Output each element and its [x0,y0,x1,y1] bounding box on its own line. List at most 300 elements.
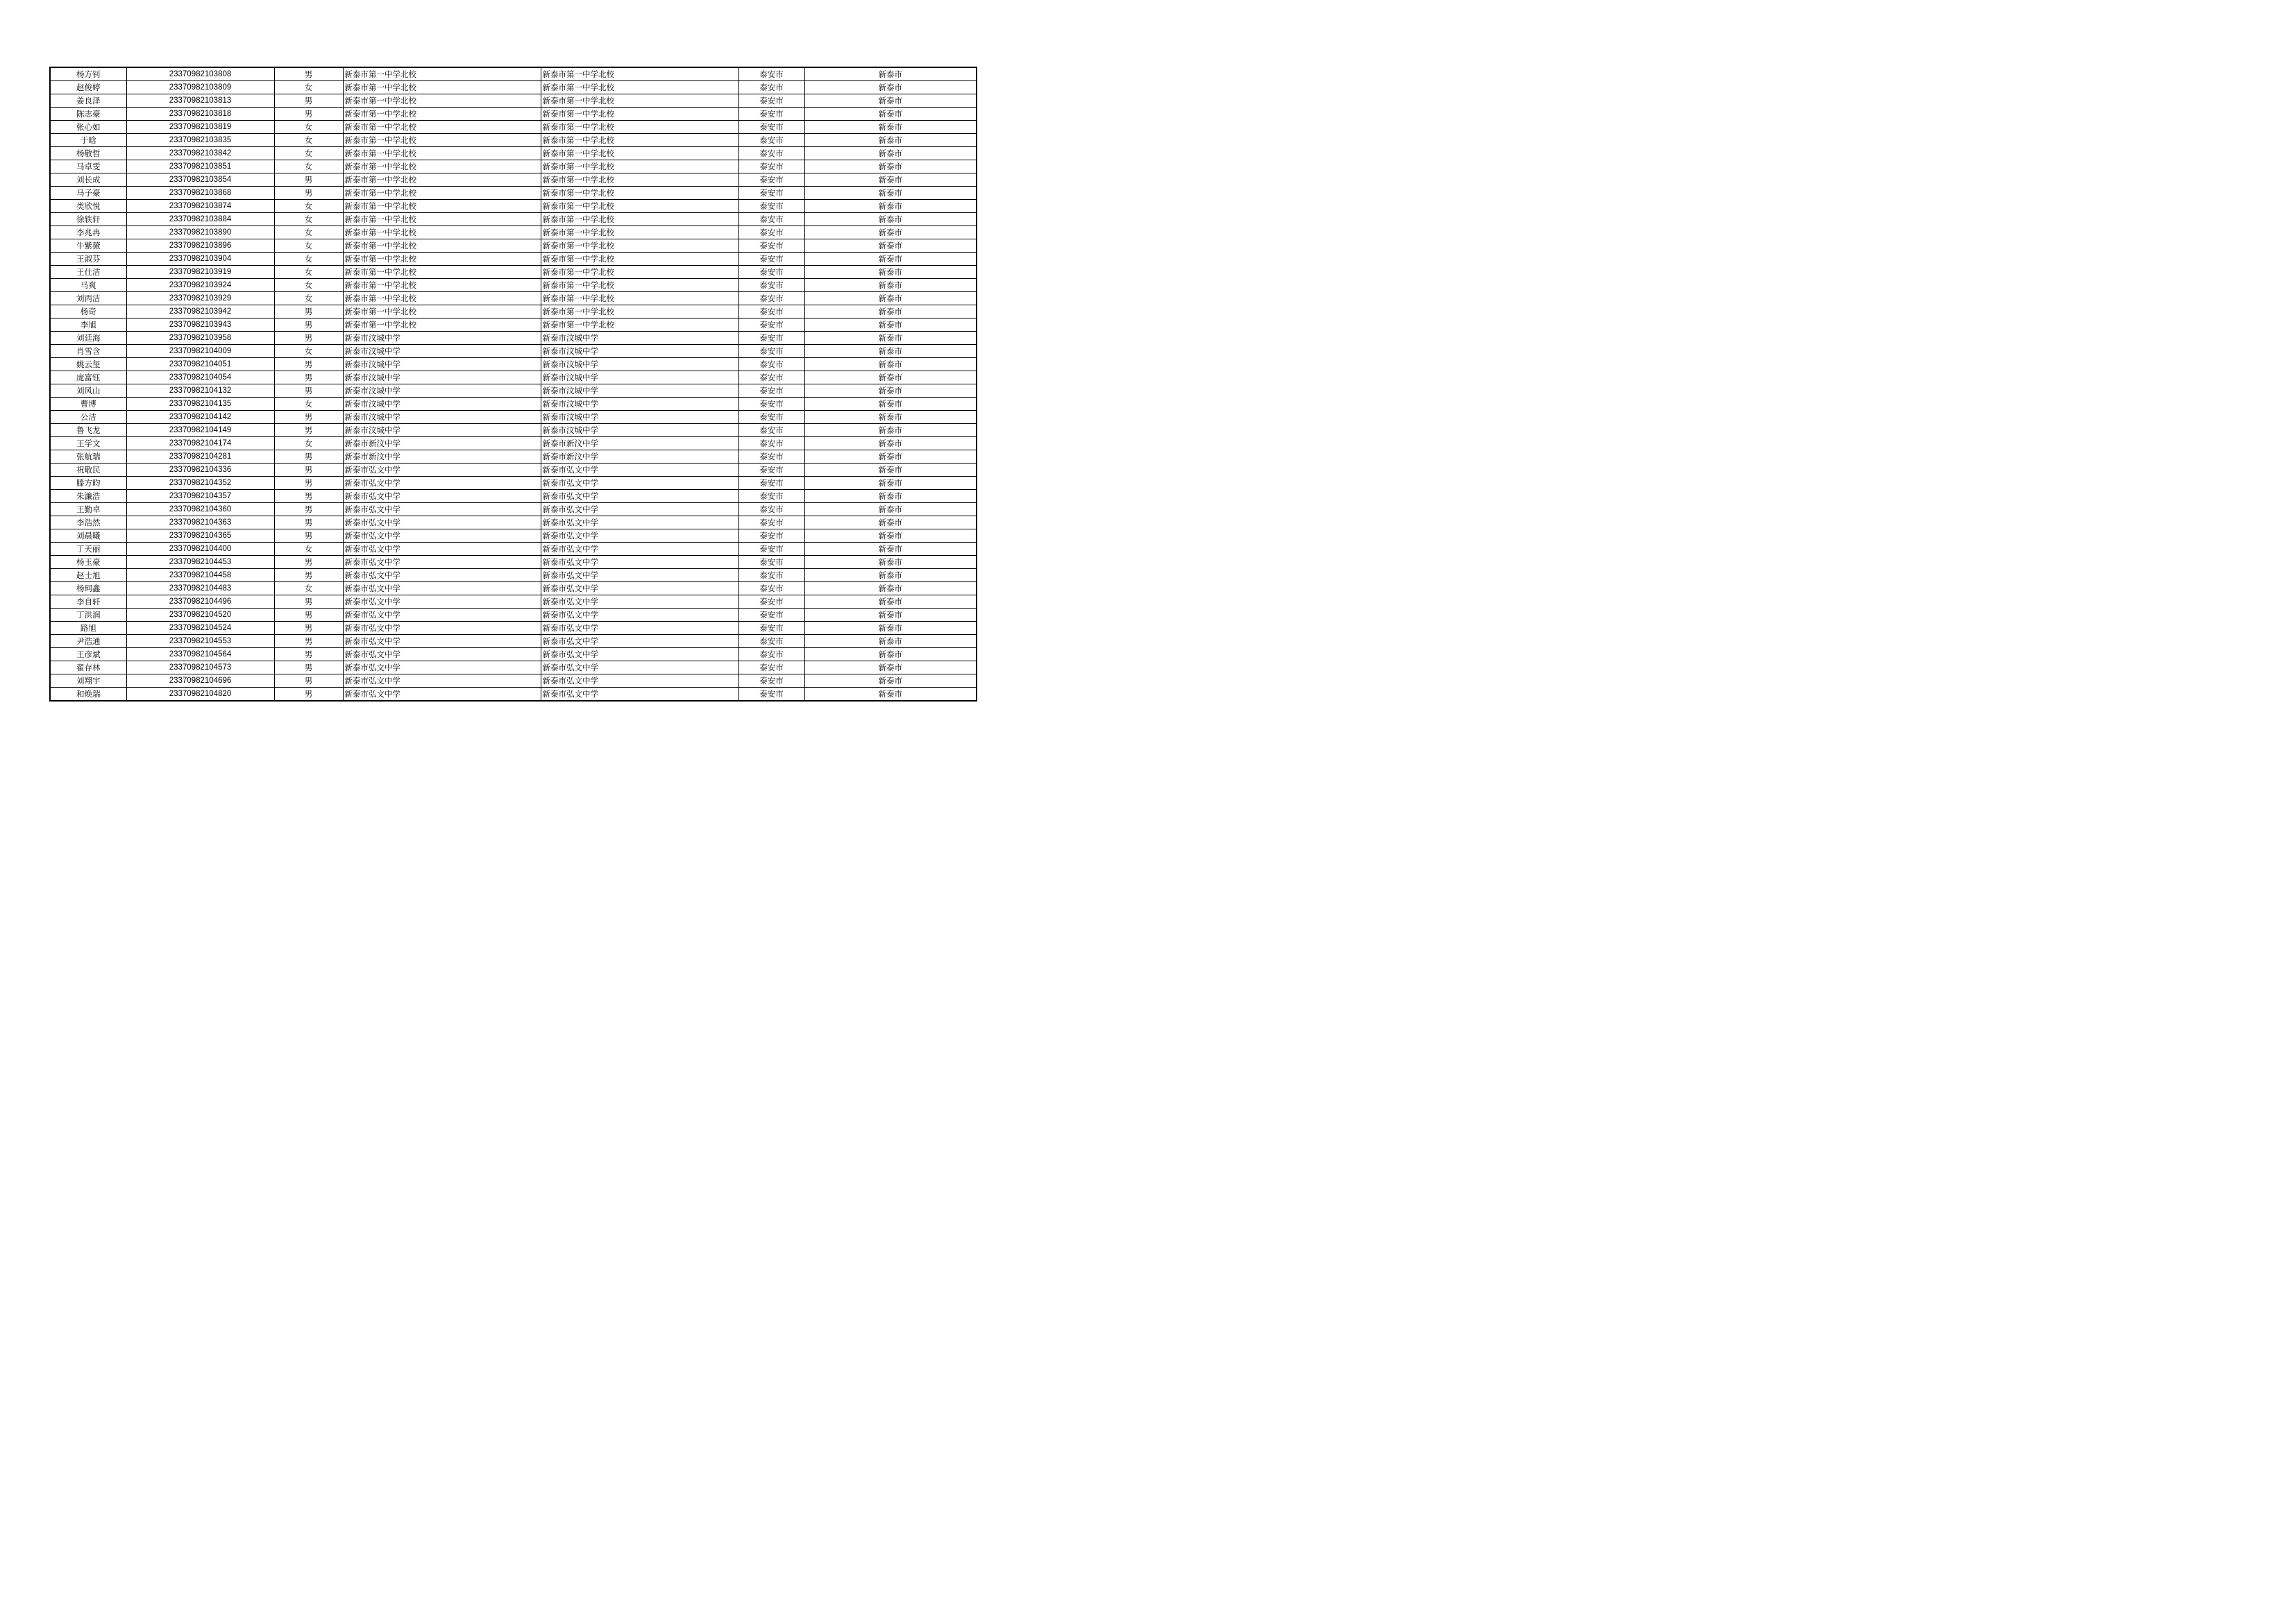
gender-cell: 男 [274,332,343,345]
gender-cell: 男 [274,635,343,648]
school-cell: 新泰市汶城中学 [343,345,541,358]
exam-id-cell: 23370982103854 [126,173,274,187]
exam-id-cell: 23370982104357 [126,490,274,503]
student-name-cell: 曹博 [50,398,126,411]
student-name-cell: 杨奇 [50,305,126,318]
gender-cell: 男 [274,187,343,200]
city-cell: 泰安市 [738,305,804,318]
exam-site-cell: 新泰市汶城中学 [541,345,738,358]
city-cell: 泰安市 [738,332,804,345]
exam-site-cell: 新泰市汶城中学 [541,358,738,371]
city-cell: 泰安市 [738,108,804,121]
county-cell: 新泰市 [804,490,977,503]
table-row [50,529,977,543]
county-cell: 新泰市 [804,94,977,108]
exam-id-cell: 23370982104483 [126,582,274,595]
city-cell: 泰安市 [738,318,804,332]
exam-site-cell: 新泰市第一中学北校 [541,253,738,266]
city-cell: 泰安市 [738,648,804,661]
gender-cell: 男 [274,371,343,384]
exam-site-cell: 新泰市新汶中学 [541,437,738,450]
table-row [50,147,977,160]
gender-cell: 男 [274,569,343,582]
school-cell: 新泰市第一中学北校 [343,134,541,147]
county-cell: 新泰市 [804,318,977,332]
school-cell: 新泰市弘文中学 [343,648,541,661]
school-cell: 新泰市第一中学北校 [343,239,541,253]
county-cell: 新泰市 [804,648,977,661]
county-cell: 新泰市 [804,569,977,582]
school-cell: 新泰市第一中学北校 [343,94,541,108]
exam-site-cell: 新泰市弘文中学 [541,543,738,556]
county-cell: 新泰市 [804,121,977,134]
county-cell: 新泰市 [804,424,977,437]
exam-id-cell: 23370982104458 [126,569,274,582]
table-row [50,543,977,556]
city-cell: 泰安市 [738,674,804,688]
student-name-cell: 姚云玺 [50,358,126,371]
student-name-cell: 滕方昀 [50,477,126,490]
exam-id-cell: 23370982104135 [126,398,274,411]
student-name-cell: 类欣悦 [50,200,126,213]
school-cell: 新泰市第一中学北校 [343,108,541,121]
student-name-cell: 丁洪润 [50,609,126,622]
gender-cell: 男 [274,358,343,371]
city-cell: 泰安市 [738,437,804,450]
school-cell: 新泰市第一中学北校 [343,292,541,305]
student-name-cell: 马子豪 [50,187,126,200]
exam-site-cell: 新泰市弘文中学 [541,635,738,648]
exam-site-cell: 新泰市弘文中学 [541,582,738,595]
exam-id-cell: 23370982104142 [126,411,274,424]
exam-site-cell: 新泰市汶城中学 [541,398,738,411]
exam-id-cell: 23370982104496 [126,595,274,609]
city-cell: 泰安市 [738,529,804,543]
gender-cell: 男 [274,490,343,503]
exam-site-cell: 新泰市弘文中学 [541,622,738,635]
county-cell: 新泰市 [804,173,977,187]
city-cell: 泰安市 [738,239,804,253]
school-cell: 新泰市第一中学北校 [343,226,541,239]
county-cell: 新泰市 [804,595,977,609]
gender-cell: 女 [274,160,343,173]
city-cell: 泰安市 [738,292,804,305]
county-cell: 新泰市 [804,622,977,635]
school-cell: 新泰市弘文中学 [343,582,541,595]
gender-cell: 女 [274,213,343,226]
exam-id-cell: 23370982104051 [126,358,274,371]
student-name-cell: 公洁 [50,411,126,424]
table-row [50,688,977,702]
exam-id-cell: 23370982104820 [126,688,274,702]
county-cell: 新泰市 [804,503,977,516]
school-cell: 新泰市弘文中学 [343,464,541,477]
table-row [50,424,977,437]
table-row [50,358,977,371]
table-row [50,292,977,305]
county-cell: 新泰市 [804,371,977,384]
county-cell: 新泰市 [804,688,977,702]
exam-id-cell: 23370982104009 [126,345,274,358]
school-cell: 新泰市第一中学北校 [343,173,541,187]
gender-cell: 女 [274,279,343,292]
exam-id-cell: 23370982103904 [126,253,274,266]
table-row [50,437,977,450]
city-cell: 泰安市 [738,688,804,702]
city-cell: 泰安市 [738,345,804,358]
table-row [50,582,977,595]
city-cell: 泰安市 [738,134,804,147]
table-row [50,371,977,384]
exam-id-cell: 23370982104174 [126,437,274,450]
school-cell: 新泰市汶城中学 [343,424,541,437]
student-name-cell: 于晗 [50,134,126,147]
exam-site-cell: 新泰市弘文中学 [541,556,738,569]
county-cell: 新泰市 [804,266,977,279]
city-cell: 泰安市 [738,226,804,239]
school-cell: 新泰市弘文中学 [343,674,541,688]
exam-id-cell: 23370982103943 [126,318,274,332]
table-row [50,121,977,134]
gender-cell: 女 [274,345,343,358]
table-row [50,345,977,358]
gender-cell: 男 [274,173,343,187]
exam-id-cell: 23370982104365 [126,529,274,543]
exam-site-cell: 新泰市第一中学北校 [541,94,738,108]
city-cell: 泰安市 [738,94,804,108]
exam-site-cell: 新泰市弘文中学 [541,648,738,661]
school-cell: 新泰市汶城中学 [343,358,541,371]
city-cell: 泰安市 [738,464,804,477]
gender-cell: 男 [274,595,343,609]
school-cell: 新泰市弘文中学 [343,543,541,556]
county-cell: 新泰市 [804,529,977,543]
city-cell: 泰安市 [738,67,804,81]
city-cell: 泰安市 [738,556,804,569]
student-name-cell: 刘晨曦 [50,529,126,543]
gender-cell: 女 [274,582,343,595]
county-cell: 新泰市 [804,160,977,173]
table-row [50,635,977,648]
gender-cell: 男 [274,477,343,490]
city-cell: 泰安市 [738,595,804,609]
exam-site-cell: 新泰市弘文中学 [541,529,738,543]
exam-site-cell: 新泰市第一中学北校 [541,226,738,239]
student-name-cell: 肖雪含 [50,345,126,358]
exam-site-cell: 新泰市弘文中学 [541,661,738,674]
exam-site-cell: 新泰市新汶中学 [541,450,738,464]
county-cell: 新泰市 [804,226,977,239]
county-cell: 新泰市 [804,81,977,94]
school-cell: 新泰市弘文中学 [343,609,541,622]
gender-cell: 女 [274,134,343,147]
exam-id-cell: 23370982104132 [126,384,274,398]
city-cell: 泰安市 [738,279,804,292]
exam-id-cell: 23370982104336 [126,464,274,477]
exam-site-cell: 新泰市第一中学北校 [541,160,738,173]
exam-id-cell: 23370982104352 [126,477,274,490]
school-cell: 新泰市汶城中学 [343,332,541,345]
school-cell: 新泰市弘文中学 [343,490,541,503]
exam-id-cell: 23370982103818 [126,108,274,121]
county-cell: 新泰市 [804,108,977,121]
exam-id-cell: 23370982103958 [126,332,274,345]
table-row [50,661,977,674]
gender-cell: 男 [274,424,343,437]
table-row [50,81,977,94]
exam-id-cell: 23370982104553 [126,635,274,648]
student-name-cell: 刘长成 [50,173,126,187]
gender-cell: 女 [274,200,343,213]
table-row [50,622,977,635]
exam-id-cell: 23370982104520 [126,609,274,622]
student-name-cell: 牛紫薇 [50,239,126,253]
gender-cell: 男 [274,609,343,622]
table-row [50,490,977,503]
exam-id-cell: 23370982103919 [126,266,274,279]
student-name-cell: 徐轶轩 [50,213,126,226]
school-cell: 新泰市弘文中学 [343,569,541,582]
exam-site-cell: 新泰市第一中学北校 [541,147,738,160]
county-cell: 新泰市 [804,67,977,81]
school-cell: 新泰市第一中学北校 [343,187,541,200]
city-cell: 泰安市 [738,569,804,582]
student-name-cell: 李兆冉 [50,226,126,239]
city-cell: 泰安市 [738,477,804,490]
gender-cell: 女 [274,398,343,411]
gender-cell: 女 [274,226,343,239]
exam-id-cell: 23370982103868 [126,187,274,200]
student-name-cell: 庞富钰 [50,371,126,384]
city-cell: 泰安市 [738,121,804,134]
county-cell: 新泰市 [804,411,977,424]
city-cell: 泰安市 [738,516,804,529]
gender-cell: 男 [274,556,343,569]
exam-id-cell: 23370982104281 [126,450,274,464]
exam-site-cell: 新泰市汶城中学 [541,424,738,437]
school-cell: 新泰市弘文中学 [343,635,541,648]
table-row [50,279,977,292]
county-cell: 新泰市 [804,437,977,450]
county-cell: 新泰市 [804,450,977,464]
city-cell: 泰安市 [738,424,804,437]
student-name-cell: 刘廷海 [50,332,126,345]
county-cell: 新泰市 [804,345,977,358]
student-name-cell: 赵俊婷 [50,81,126,94]
county-cell: 新泰市 [804,464,977,477]
school-cell: 新泰市弘文中学 [343,503,541,516]
gender-cell: 男 [274,674,343,688]
city-cell: 泰安市 [738,622,804,635]
county-cell: 新泰市 [804,674,977,688]
table-row [50,595,977,609]
exam-id-cell: 23370982103942 [126,305,274,318]
gender-cell: 男 [274,661,343,674]
gender-cell: 男 [274,516,343,529]
table-row [50,187,977,200]
school-cell: 新泰市新汶中学 [343,437,541,450]
table-row [50,266,977,279]
exam-site-cell: 新泰市汶城中学 [541,371,738,384]
county-cell: 新泰市 [804,516,977,529]
table-row [50,398,977,411]
student-name-cell: 刘风山 [50,384,126,398]
city-cell: 泰安市 [738,173,804,187]
county-cell: 新泰市 [804,253,977,266]
city-cell: 泰安市 [738,635,804,648]
city-cell: 泰安市 [738,358,804,371]
student-name-cell: 马卓雯 [50,160,126,173]
exam-id-cell: 23370982104573 [126,661,274,674]
school-cell: 新泰市弘文中学 [343,688,541,702]
student-name-cell: 张航瑞 [50,450,126,464]
exam-id-cell: 23370982103851 [126,160,274,173]
student-name-cell: 刘丙洁 [50,292,126,305]
city-cell: 泰安市 [738,187,804,200]
exam-id-cell: 23370982103809 [126,81,274,94]
table-row [50,160,977,173]
student-name-cell: 和焕瑞 [50,688,126,702]
county-cell: 新泰市 [804,398,977,411]
school-cell: 新泰市弘文中学 [343,477,541,490]
city-cell: 泰安市 [738,450,804,464]
city-cell: 泰安市 [738,266,804,279]
school-cell: 新泰市弘文中学 [343,595,541,609]
school-cell: 新泰市第一中学北校 [343,318,541,332]
city-cell: 泰安市 [738,582,804,595]
table-row [50,318,977,332]
gender-cell: 女 [274,266,343,279]
exam-site-cell: 新泰市第一中学北校 [541,200,738,213]
table-row [50,556,977,569]
exam-site-cell: 新泰市弘文中学 [541,490,738,503]
city-cell: 泰安市 [738,371,804,384]
exam-id-cell: 23370982103813 [126,94,274,108]
student-name-cell: 杨方钊 [50,67,126,81]
county-cell: 新泰市 [804,661,977,674]
city-cell: 泰安市 [738,147,804,160]
gender-cell: 女 [274,543,343,556]
gender-cell: 男 [274,94,343,108]
gender-cell: 男 [274,108,343,121]
table-row [50,226,977,239]
county-cell: 新泰市 [804,239,977,253]
exam-id-cell: 23370982103884 [126,213,274,226]
exam-site-cell: 新泰市弘文中学 [541,609,738,622]
gender-cell: 男 [274,318,343,332]
exam-id-cell: 23370982103842 [126,147,274,160]
table-row [50,609,977,622]
gender-cell: 女 [274,253,343,266]
school-cell: 新泰市第一中学北校 [343,147,541,160]
county-cell: 新泰市 [804,292,977,305]
exam-site-cell: 新泰市汶城中学 [541,384,738,398]
school-cell: 新泰市新汶中学 [343,450,541,464]
exam-id-cell: 23370982104360 [126,503,274,516]
student-name-cell: 张心如 [50,121,126,134]
city-cell: 泰安市 [738,384,804,398]
student-name-cell: 陈志豪 [50,108,126,121]
exam-id-cell: 23370982103808 [126,67,274,81]
school-cell: 新泰市第一中学北校 [343,81,541,94]
county-cell: 新泰市 [804,609,977,622]
county-cell: 新泰市 [804,384,977,398]
county-cell: 新泰市 [804,213,977,226]
exam-id-cell: 23370982104149 [126,424,274,437]
school-cell: 新泰市第一中学北校 [343,200,541,213]
table-row [50,516,977,529]
county-cell: 新泰市 [804,543,977,556]
exam-site-cell: 新泰市第一中学北校 [541,81,738,94]
table-row [50,411,977,424]
exam-id-cell: 23370982103890 [126,226,274,239]
county-cell: 新泰市 [804,582,977,595]
county-cell: 新泰市 [804,332,977,345]
student-name-cell: 鲁飞龙 [50,424,126,437]
gender-cell: 男 [274,67,343,81]
exam-id-cell: 23370982103835 [126,134,274,147]
school-cell: 新泰市第一中学北校 [343,121,541,134]
school-cell: 新泰市汶城中学 [343,411,541,424]
county-cell: 新泰市 [804,147,977,160]
table-row [50,253,977,266]
student-name-cell: 祝敬民 [50,464,126,477]
student-name-cell: 李浩然 [50,516,126,529]
gender-cell: 男 [274,503,343,516]
gender-cell: 女 [274,437,343,450]
city-cell: 泰安市 [738,200,804,213]
exam-id-cell: 23370982104453 [126,556,274,569]
student-name-cell: 丁天丽 [50,543,126,556]
table-row [50,477,977,490]
table-row [50,94,977,108]
table-row [50,648,977,661]
exam-site-cell: 新泰市第一中学北校 [541,67,738,81]
student-name-cell: 杨敬哲 [50,147,126,160]
table-row [50,569,977,582]
school-cell: 新泰市弘文中学 [343,516,541,529]
city-cell: 泰安市 [738,543,804,556]
city-cell: 泰安市 [738,609,804,622]
student-name-cell: 翟存林 [50,661,126,674]
gender-cell: 女 [274,81,343,94]
student-name-cell: 王淑芬 [50,253,126,266]
county-cell: 新泰市 [804,358,977,371]
school-cell: 新泰市弘文中学 [343,529,541,543]
gender-cell: 女 [274,147,343,160]
school-cell: 新泰市弘文中学 [343,661,541,674]
school-cell: 新泰市第一中学北校 [343,305,541,318]
school-cell: 新泰市第一中学北校 [343,160,541,173]
county-cell: 新泰市 [804,635,977,648]
exam-site-cell: 新泰市弘文中学 [541,688,738,702]
gender-cell: 男 [274,688,343,702]
student-name-cell: 李自轩 [50,595,126,609]
exam-site-cell: 新泰市第一中学北校 [541,121,738,134]
exam-site-cell: 新泰市弘文中学 [541,569,738,582]
city-cell: 泰安市 [738,661,804,674]
student-name-cell: 王学文 [50,437,126,450]
exam-id-cell: 23370982103924 [126,279,274,292]
exam-site-cell: 新泰市汶城中学 [541,411,738,424]
school-cell: 新泰市弘文中学 [343,556,541,569]
exam-site-cell: 新泰市第一中学北校 [541,266,738,279]
roster-body [50,67,977,701]
school-cell: 新泰市第一中学北校 [343,213,541,226]
gender-cell: 女 [274,239,343,253]
exam-site-cell: 新泰市弘文中学 [541,516,738,529]
county-cell: 新泰市 [804,305,977,318]
